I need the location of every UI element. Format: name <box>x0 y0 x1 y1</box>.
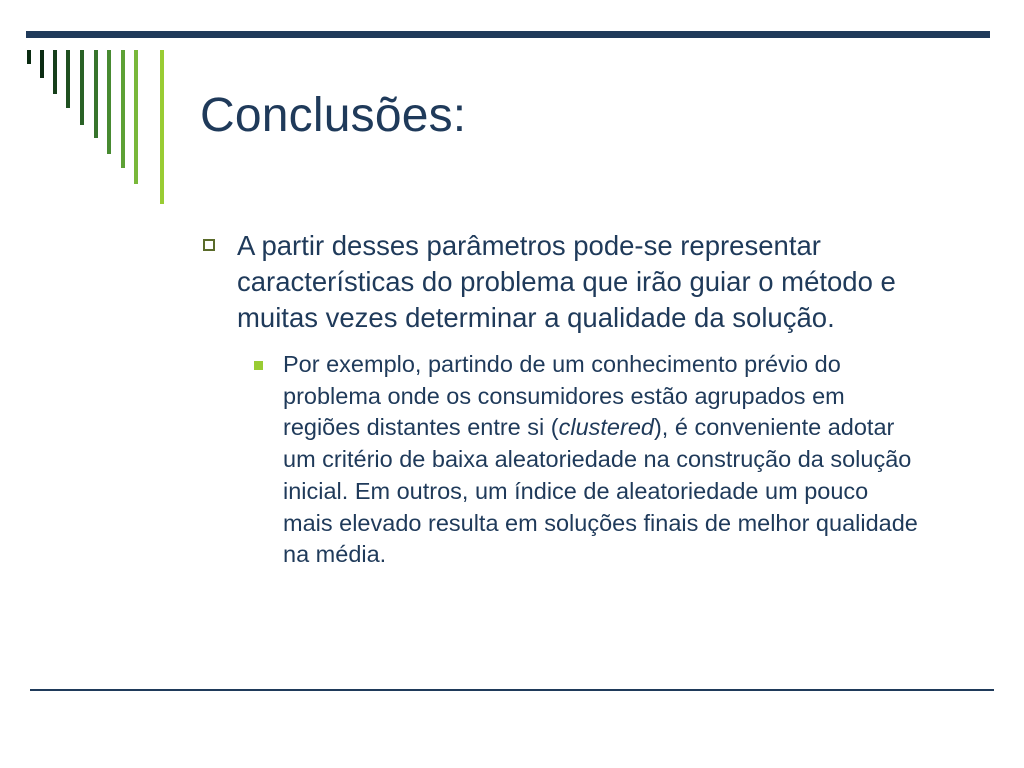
stripe-1 <box>27 50 31 64</box>
stripe-4 <box>66 50 70 108</box>
stripe-8 <box>121 50 125 168</box>
filled-square-bullet-icon <box>254 361 263 370</box>
bullet-text: A partir desses parâmetros pode-se representar características do problema que irão guiar o método e muitas vezes determinar a qualidade da solução. <box>237 230 896 333</box>
stripe-3 <box>53 50 57 94</box>
sub-bullet-text-before: Por exemplo, partindo de um conhecimento prévio do problema onde os consumidores estão agrupados em regiões distantes entre si ( <box>283 351 845 441</box>
stripe-7 <box>107 50 111 154</box>
hollow-square-bullet-icon <box>203 239 215 251</box>
bullet-item <box>200 228 977 336</box>
stripe-2 <box>40 50 44 78</box>
stripe-5 <box>80 50 84 125</box>
stripe-6 <box>94 50 98 138</box>
stripe-9 <box>134 50 138 184</box>
top-divider <box>26 31 990 38</box>
sub-bullet-text-after: ), é conveniente adotar um critério de baixa aleatoriedade na construção da solução inicial. Em outros, um índice de aleatoriedade um pouco mais elevado resulta em soluções finais de melhor qualidade na média. <box>283 414 918 568</box>
bottom-divider <box>30 689 994 691</box>
slide-title: Conclusões: <box>200 89 467 142</box>
stripe-10 <box>160 50 164 204</box>
sub-bullet-item <box>252 349 923 571</box>
slide-body <box>200 228 990 571</box>
sub-bullet-emphasis: clustered <box>558 414 654 441</box>
